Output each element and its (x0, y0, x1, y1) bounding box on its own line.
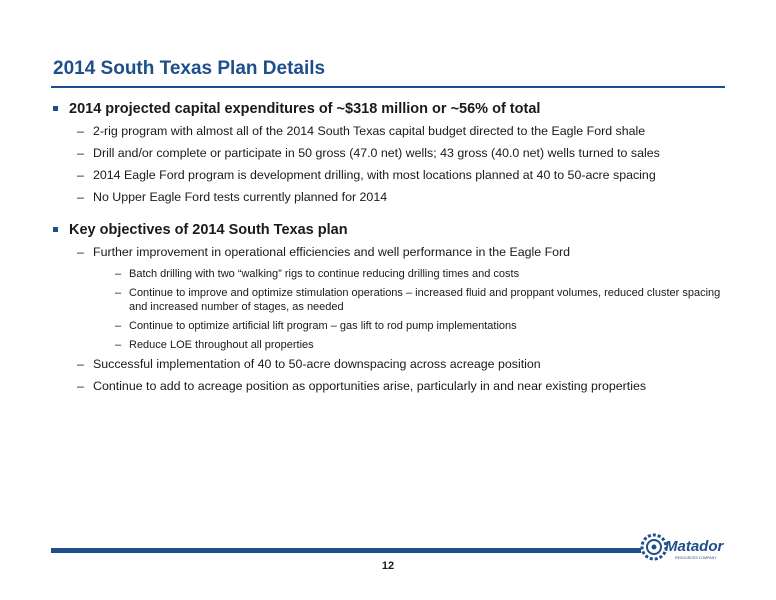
list-item (53, 190, 733, 205)
section-objectives (53, 221, 733, 394)
footer-divider (51, 548, 641, 553)
sub-list-item-text: Reduce LOE throughout all properties (129, 339, 314, 351)
dash-bullet-icon: – (115, 287, 122, 299)
sub-list-item-text: Batch drilling with two “walking” rigs to continue reducing drilling times and costs (129, 268, 520, 280)
list-item (53, 124, 733, 139)
section-heading-text: Key objectives of 2014 South Texas plan (69, 222, 348, 238)
list-item-text: Drill and/or complete or participate in 50 gross (47.0 net) wells; 43 gross (40.0 net) wells turned to sales (93, 146, 660, 160)
list-item-text: Further improvement in operational efficiencies and well performance in the Eagle Ford (93, 245, 571, 259)
sub-list-item (53, 338, 733, 352)
section-heading-text: 2014 projected capital expenditures of ~$318 million or ~56% of total (69, 101, 541, 117)
list-item (53, 379, 733, 394)
section-capex (53, 100, 733, 205)
gear-wheel-icon (642, 535, 666, 559)
square-bullet-icon (53, 227, 58, 232)
logo-wordmark: Matador (665, 538, 724, 555)
sub-list-item (53, 286, 733, 314)
section-heading (53, 221, 733, 239)
sub-list-item (53, 267, 733, 281)
list-item-text: Successful implementation of 40 to 50-acre downspacing across acreage position (93, 357, 541, 371)
list-item-text: 2-rig program with almost all of the 2014 South Texas capital budget directed to the Eagle Ford shale (93, 124, 646, 138)
section-heading (53, 100, 733, 118)
slide-content (53, 100, 733, 410)
dash-bullet-icon: – (77, 379, 84, 393)
dash-bullet-icon: – (115, 339, 122, 351)
sub-list-item (53, 319, 733, 333)
dash-bullet-icon: – (115, 268, 122, 280)
sub-list-item-text: Continue to improve and optimize stimulation operations – increased fluid and proppant volumes, reduced cluster spacing and increased number of stages, as needed (129, 287, 721, 313)
list-item (53, 168, 733, 183)
dash-bullet-icon: – (77, 190, 84, 204)
page-number: 12 (381, 560, 395, 572)
dash-bullet-icon: – (115, 320, 122, 332)
list-item-text: No Upper Eagle Ford tests currently planned for 2014 (93, 190, 388, 204)
page-title: 2014 South Texas Plan Details (53, 58, 326, 79)
title-divider (51, 86, 725, 88)
dash-bullet-icon: – (77, 124, 84, 138)
list-item (53, 357, 733, 372)
dash-bullet-icon: – (77, 146, 84, 160)
dash-bullet-icon: – (77, 168, 84, 182)
logo-tagline: RESOURCES COMPANY (675, 556, 717, 560)
company-logo (640, 527, 728, 567)
dash-bullet-icon: – (77, 245, 84, 259)
list-item-text: Continue to add to acreage position as opportunities arise, particularly in and near existing properties (93, 379, 647, 393)
list-item-text: 2014 Eagle Ford program is development drilling, with most locations planned at 40 to 50-acre spacing (93, 168, 656, 182)
dash-bullet-icon: – (77, 357, 84, 371)
sub-list-item-text: Continue to optimize artificial lift program – gas lift to rod pump implementations (129, 320, 517, 332)
list-item (53, 245, 733, 260)
square-bullet-icon (53, 106, 58, 111)
list-item (53, 146, 733, 161)
